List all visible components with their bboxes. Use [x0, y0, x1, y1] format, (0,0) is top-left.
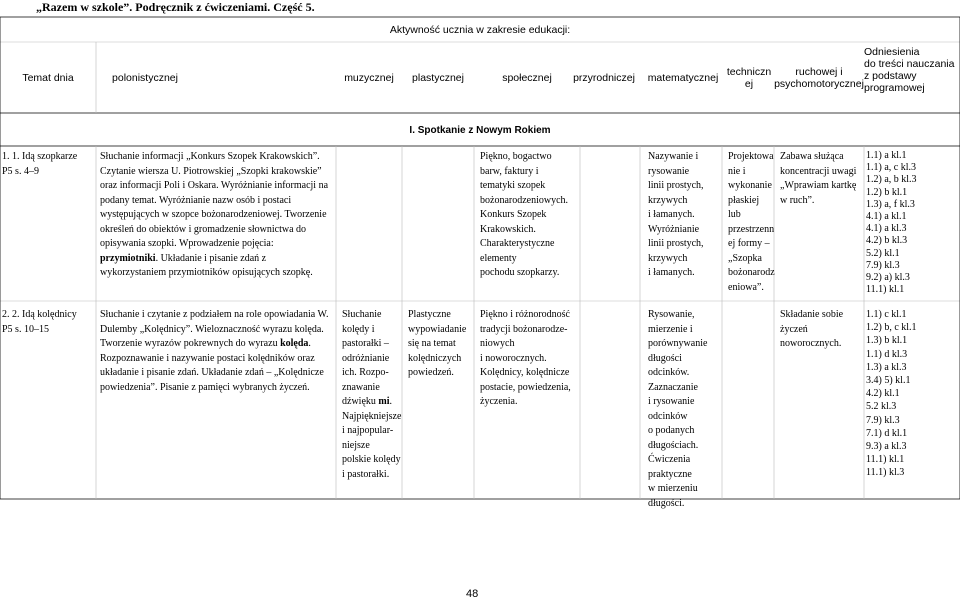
row2-odniesienia: 1.1) c kl.1 1.2) b, c kl.1 1.3) b kl.1 1.1) d kl.3 1.3) a kl.3 3.4) 5) kl.1 4.2) kl.1 5.2 kl.3 7.9) kl.3 7.1) d kl.1 9.3) a kl.3 11.1) kl.1 11.1) kl.3 [866, 309, 917, 479]
header-techniczn: techniczn ej [726, 66, 772, 90]
header-plastycznej: plastycznej [412, 72, 464, 84]
row2-temat: 2. 2. Idą kolędnicy P5 s. 10–15 [2, 309, 77, 335]
header-spolecznej: społecznej [502, 72, 552, 84]
row1-temat: 1. 1. Idą szopkarze P5 s. 4–9 [2, 151, 78, 177]
row2-muzycznej: Słuchanie kolędy i pastorałki – odróżnianie ich. Rozpo- znawanie dźwięku mi. Najpiękniejsze i najpopular- niejsze polskie kolędy i pastorałki. [342, 309, 402, 480]
header-matematycznej: matematycznej [647, 72, 719, 84]
document-title: „Razem w szkole”. Podręcznik z ćwiczeniami. Część 5. [36, 0, 315, 14]
header-przyrodniczej: przyrodniczej [573, 72, 635, 84]
row1-polonistycznej: Słuchanie informacji „Konkurs Szopek Krakowskich”. Czytanie wiersza U. Piotrowskiej „Szopki krakowskie” oraz informacji Poli i Oskara. Wyróżnianie informacji na podany temat. Wyróżnianie nazw osób i postaci występujących w szopce bożonarodzeniowej. Tworzenie określeń do obiektów i gromadzenie słownictwa do opisywania szopki. Wprowadzenie pojęcia: przymiotniki. Układanie i pisanie zdań z wykorzystaniem przymiotników opisujących szopkę. [100, 151, 329, 278]
row1-techniczn: Projektowa nie i wykonanie płaskiej lub przestrzenn ej formy – „Szopka bożonarodz eniowa”. [728, 151, 775, 293]
group-header: Aktywność ucznia w zakresie edukacji: [389, 24, 571, 36]
header-temat: Temat dnia [22, 72, 74, 84]
row1-ruchowej: Zabawa służąca koncentracji uwagi „Wprawiam kartkę w ruch”. [780, 151, 857, 206]
header-ruchowej: ruchowej i psychomotorycznej [774, 66, 864, 90]
row2-spolecznej: Piękno i różnorodność tradycji bożonarodze- niowych i noworocznych. Kolędnicy, kolędnicze postacie, powiedzenia, życzenia. [480, 309, 571, 407]
section-title: I. Spotkanie z Nowym Rokiem [409, 125, 551, 136]
header-muzycznej: muzycznej [344, 72, 394, 84]
row2-matematycznej: Rysowanie, mierzenie i porównywanie długości odcinków. Zaznaczanie i rysowanie odcinków o podanych długościach. Ćwiczenia praktyczne w mierzeniu długości. [648, 309, 708, 509]
row2-polonistycznej: Słuchanie i czytanie z podziałem na role opowiadania W. Dulemby „Kolędnicy”. Wieloznaczność wyrazu kolęda. Tworzenie wyrazów pokrewnych do wyrazu kolęda. Rozpoznawanie i nazywanie postaci kolędników oraz układanie i pisanie zdań. Układanie zdań – „Kolędnicze powiedzenia”. Pisanie z pamięci wybranych życzeń. [100, 309, 329, 393]
row2-plastycznej: Plastyczne wypowiadanie się na temat kolędniczych powiedzeń. [408, 309, 467, 378]
header-polonistycznej: polonistycznej [112, 72, 178, 84]
row1-odniesienia: 1.1) a kl.1 1.1) a, c kl.3 1.2) a, b kl.3 1.2) b kl.1 1.3) a, f kl.3 4.1) a kl.1 4.1) a kl.3 4.2) b kl.3 5.2) kl.1 7.9) kl.3 9.2) a) kl.3 11.1) kl.1 [866, 150, 917, 296]
row1-matematycznej: Nazywanie i rysowanie linii prostych, krzywych i łamanych. Wyróżnianie linii prostych, krzywych i łamanych. [648, 151, 704, 278]
page-number: 48 [466, 588, 479, 600]
header-odniesienia: Odniesienia do treści nauczania z podstawy programowej [864, 46, 955, 94]
row1-spolecznej: Piękno, bogactwo barw, faktury i tematyki szopek bożonarodzeniowych. Konkurs Szopek Krakowskich. Charakterystyczne elementy pochodu szopkarzy. [480, 151, 569, 278]
row2-ruchowej: Składanie sobie życzeń noworocznych. [780, 309, 844, 349]
